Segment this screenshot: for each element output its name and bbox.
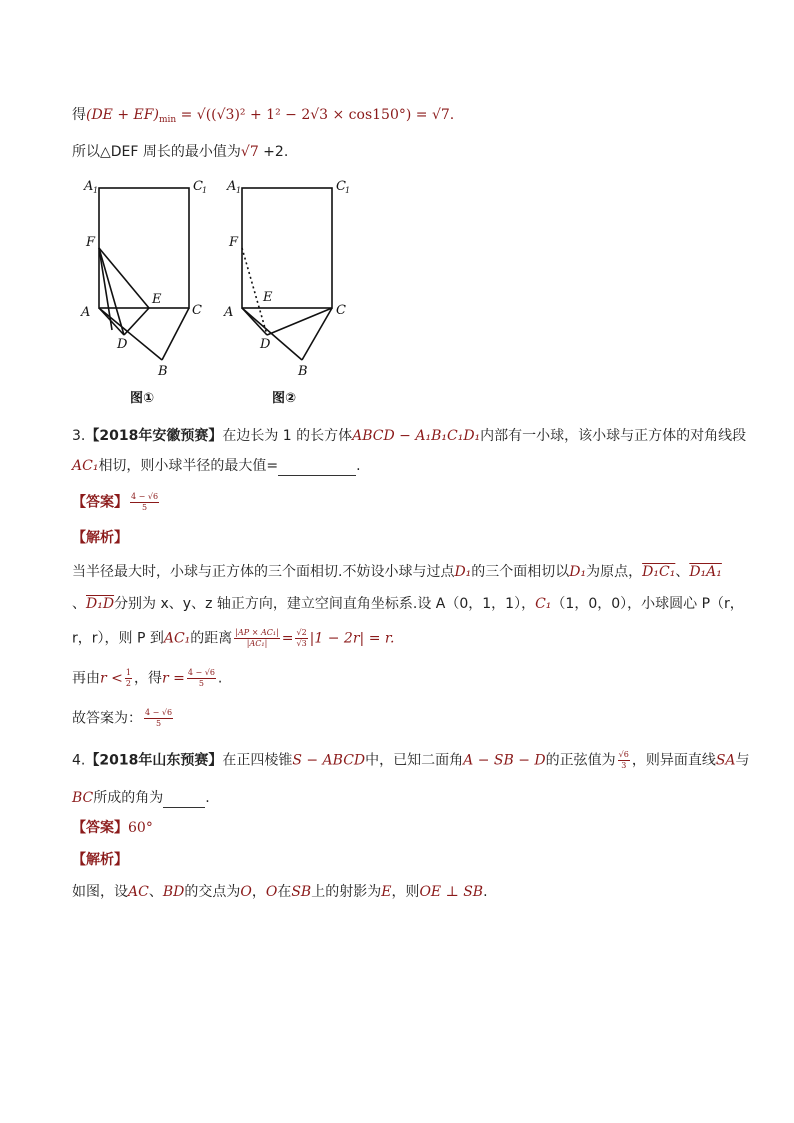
label-B-2: B (298, 364, 308, 379)
text: 得 (72, 107, 86, 123)
fraction-numerator: |AP × AC₁| (235, 628, 279, 637)
vector: D₁D (86, 596, 115, 612)
edge-DE (124, 308, 149, 335)
text: 所以△DEF 周长的最小值为 (72, 144, 241, 160)
text: 的正弦值为 (545, 752, 616, 769)
math-expression: AC₁ (72, 458, 99, 474)
text: 在 (277, 884, 292, 900)
question-4-line-1 (72, 750, 750, 771)
geometry-figures (72, 170, 372, 410)
figure-caption-1: 图① (130, 391, 155, 406)
text: . (483, 884, 488, 900)
fraction-numerator: √6 (618, 750, 629, 759)
math-expression: A − SB − D (463, 752, 546, 769)
math-expression: r = (161, 670, 185, 687)
fraction-denominator: 5 (141, 503, 148, 512)
edge-AB-2 (242, 308, 302, 360)
question-4-answer (72, 818, 153, 838)
question-3-solution-line-4 (72, 668, 222, 689)
label-E: E (152, 292, 162, 307)
question-4-analysis-label (72, 850, 128, 870)
text: 上的射影为 (311, 884, 382, 900)
text: 、 (72, 596, 86, 612)
question-number: 4. (72, 752, 86, 769)
text: 的三个面相切以 (471, 564, 570, 580)
edge-CB (162, 308, 189, 360)
text: ，则 (391, 884, 420, 900)
text: . (356, 458, 361, 474)
math-expression: (DE + EF) (86, 107, 159, 123)
text: . (205, 790, 210, 806)
label-sub-1: 1 (202, 186, 208, 195)
math-expression: D₁ (569, 564, 587, 580)
math-expression: D₁ (454, 564, 472, 580)
question-3-line-2 (72, 456, 361, 476)
math-expression: E (381, 884, 392, 900)
math-expression: BC (72, 790, 94, 806)
text: r，r），则 P 到 (72, 630, 164, 647)
label-A1: A (84, 179, 94, 194)
math-expression: BD (162, 884, 185, 900)
distance-fraction (234, 628, 279, 649)
half-fraction (125, 668, 132, 689)
question-3-line-1 (72, 426, 746, 446)
question-3-final-answer (72, 708, 175, 729)
subscript: min (158, 115, 177, 125)
text: 在正四棱锥 (222, 752, 293, 769)
formula-line-min (72, 105, 454, 130)
rect-A1C1CA (99, 188, 189, 308)
fraction-denominator: 3 (621, 761, 627, 770)
question-source-tag: 【2018年山东预赛】 (85, 752, 223, 769)
text: 、 (148, 884, 163, 900)
label-C-2: C (336, 303, 346, 318)
text: . (217, 670, 223, 687)
label-C: C (192, 303, 202, 318)
fraction-numerator: 1 (125, 668, 131, 677)
math-expression: = (281, 630, 294, 647)
text: 与 (735, 752, 750, 769)
question-3-solution-line-1 (72, 562, 722, 582)
text: 的距离 (190, 630, 233, 647)
edge-AB (99, 308, 162, 360)
math-expression: = √((√3)² + 1² − 2√3 × cos150°) = √7. (176, 107, 455, 123)
math-expression: S − ABCD (292, 752, 366, 769)
label-sub-1: 1 (236, 186, 242, 195)
fraction-denominator: 5 (155, 719, 162, 728)
figure-caption-2: 图② (272, 391, 297, 406)
perimeter-conclusion (72, 142, 288, 162)
label-E-2: E (263, 290, 273, 305)
figure-2 (242, 188, 332, 360)
answer-blank (278, 475, 356, 476)
math-expression: O (240, 884, 252, 900)
label-F-2: F (229, 235, 239, 250)
math-expression: SB (291, 884, 312, 900)
math-expression: C₁ (535, 596, 552, 612)
final-fraction (144, 708, 173, 729)
question-3-answer (72, 492, 161, 513)
edge-CB-2 (302, 308, 332, 360)
math-expression: OE ⊥ SB (419, 884, 484, 900)
question-3-solution-line-2 (72, 594, 744, 614)
answer-label: 【答案】 (72, 494, 128, 511)
label-sub-1: 1 (345, 186, 351, 195)
text: ， (251, 884, 266, 900)
text: 所成的角为 (93, 790, 164, 806)
text: 的交点为 (184, 884, 241, 900)
text: 分别为 x、y、z 轴正方向，建立空间直角坐标系.设 A（0，1，1）， (114, 596, 536, 612)
fraction-denominator: 2 (125, 679, 131, 688)
fraction-numerator: 4 − √6 (131, 492, 159, 501)
text: 内部有一小球，该小球与正方体的对角线段 (480, 428, 747, 444)
math-expression: O (265, 884, 278, 900)
root-fraction (295, 628, 307, 649)
answer-label: 【答案】 (72, 820, 128, 836)
text: 再由 (72, 670, 100, 687)
fraction-denominator: |AC₁| (246, 639, 268, 648)
label-B: B (158, 364, 168, 379)
text: 相切，则小球半径的最大值= (98, 458, 279, 474)
math-expression: SA (715, 752, 736, 769)
fraction-numerator: √2 (296, 628, 307, 637)
answer-fraction (130, 492, 159, 513)
vector: D₁C₁ (642, 564, 676, 580)
label-F: F (86, 235, 96, 250)
fraction-numerator: 4 − √6 (187, 668, 215, 677)
text: （1，0，0），小球圆心 P（r， (551, 596, 744, 612)
label-A: A (81, 305, 91, 320)
question-4-line-2 (72, 788, 210, 808)
question-source-tag: 【2018年安徽预赛】 (85, 428, 223, 444)
analysis-label: 【解析】 (72, 530, 128, 546)
answer-value: 60° (128, 820, 153, 836)
math-expression: r < (100, 670, 123, 687)
fraction-denominator: √3 (296, 639, 307, 648)
figure-1 (99, 188, 189, 360)
text: 当半径最大时，小球与正方体的三个面相切.不妨设小球与过点 (72, 564, 455, 580)
answer-blank (163, 807, 205, 808)
fraction-denominator: 5 (198, 679, 204, 688)
vector: D₁A₁ (689, 564, 722, 580)
label-A-2: A (224, 305, 234, 320)
label-C1-2: C (336, 179, 346, 194)
rect-A1C1CA-2 (242, 188, 332, 308)
math-expression: |1 − 2r| = r. (309, 630, 395, 647)
math-expression: AC (128, 884, 149, 900)
analysis-label: 【解析】 (72, 852, 128, 868)
text: ，得 (133, 670, 162, 687)
label-D: D (117, 337, 128, 352)
text: 为原点， (586, 564, 643, 580)
text: 、 (675, 564, 690, 580)
math-expression: √7 (240, 144, 259, 160)
question-3-solution-line-3 (72, 628, 394, 649)
sine-fraction (618, 750, 630, 771)
text: 如图，设 (72, 884, 128, 900)
math-expression: ABCD − A₁B₁C₁D₁ (352, 428, 481, 444)
fraction-numerator: 4 − √6 (145, 708, 173, 717)
text: 中，已知二面角 (365, 752, 464, 769)
text: ，则异面直线 (631, 752, 716, 769)
label-D-2: D (260, 337, 271, 352)
text: 故答案为： (72, 710, 142, 727)
question-3-analysis-label (72, 528, 128, 548)
label-C1: C (193, 179, 203, 194)
math-expression: AC₁ (163, 630, 191, 647)
label-A1-2: A (227, 179, 237, 194)
result-fraction (187, 668, 216, 689)
text: +2. (258, 144, 289, 160)
label-sub-1: 1 (93, 186, 99, 195)
question-4-solution-line-1 (72, 882, 488, 902)
edge-DC-2 (267, 308, 332, 335)
question-number: 3. (72, 428, 86, 444)
text: 在边长为 1 的长方体 (222, 428, 353, 444)
